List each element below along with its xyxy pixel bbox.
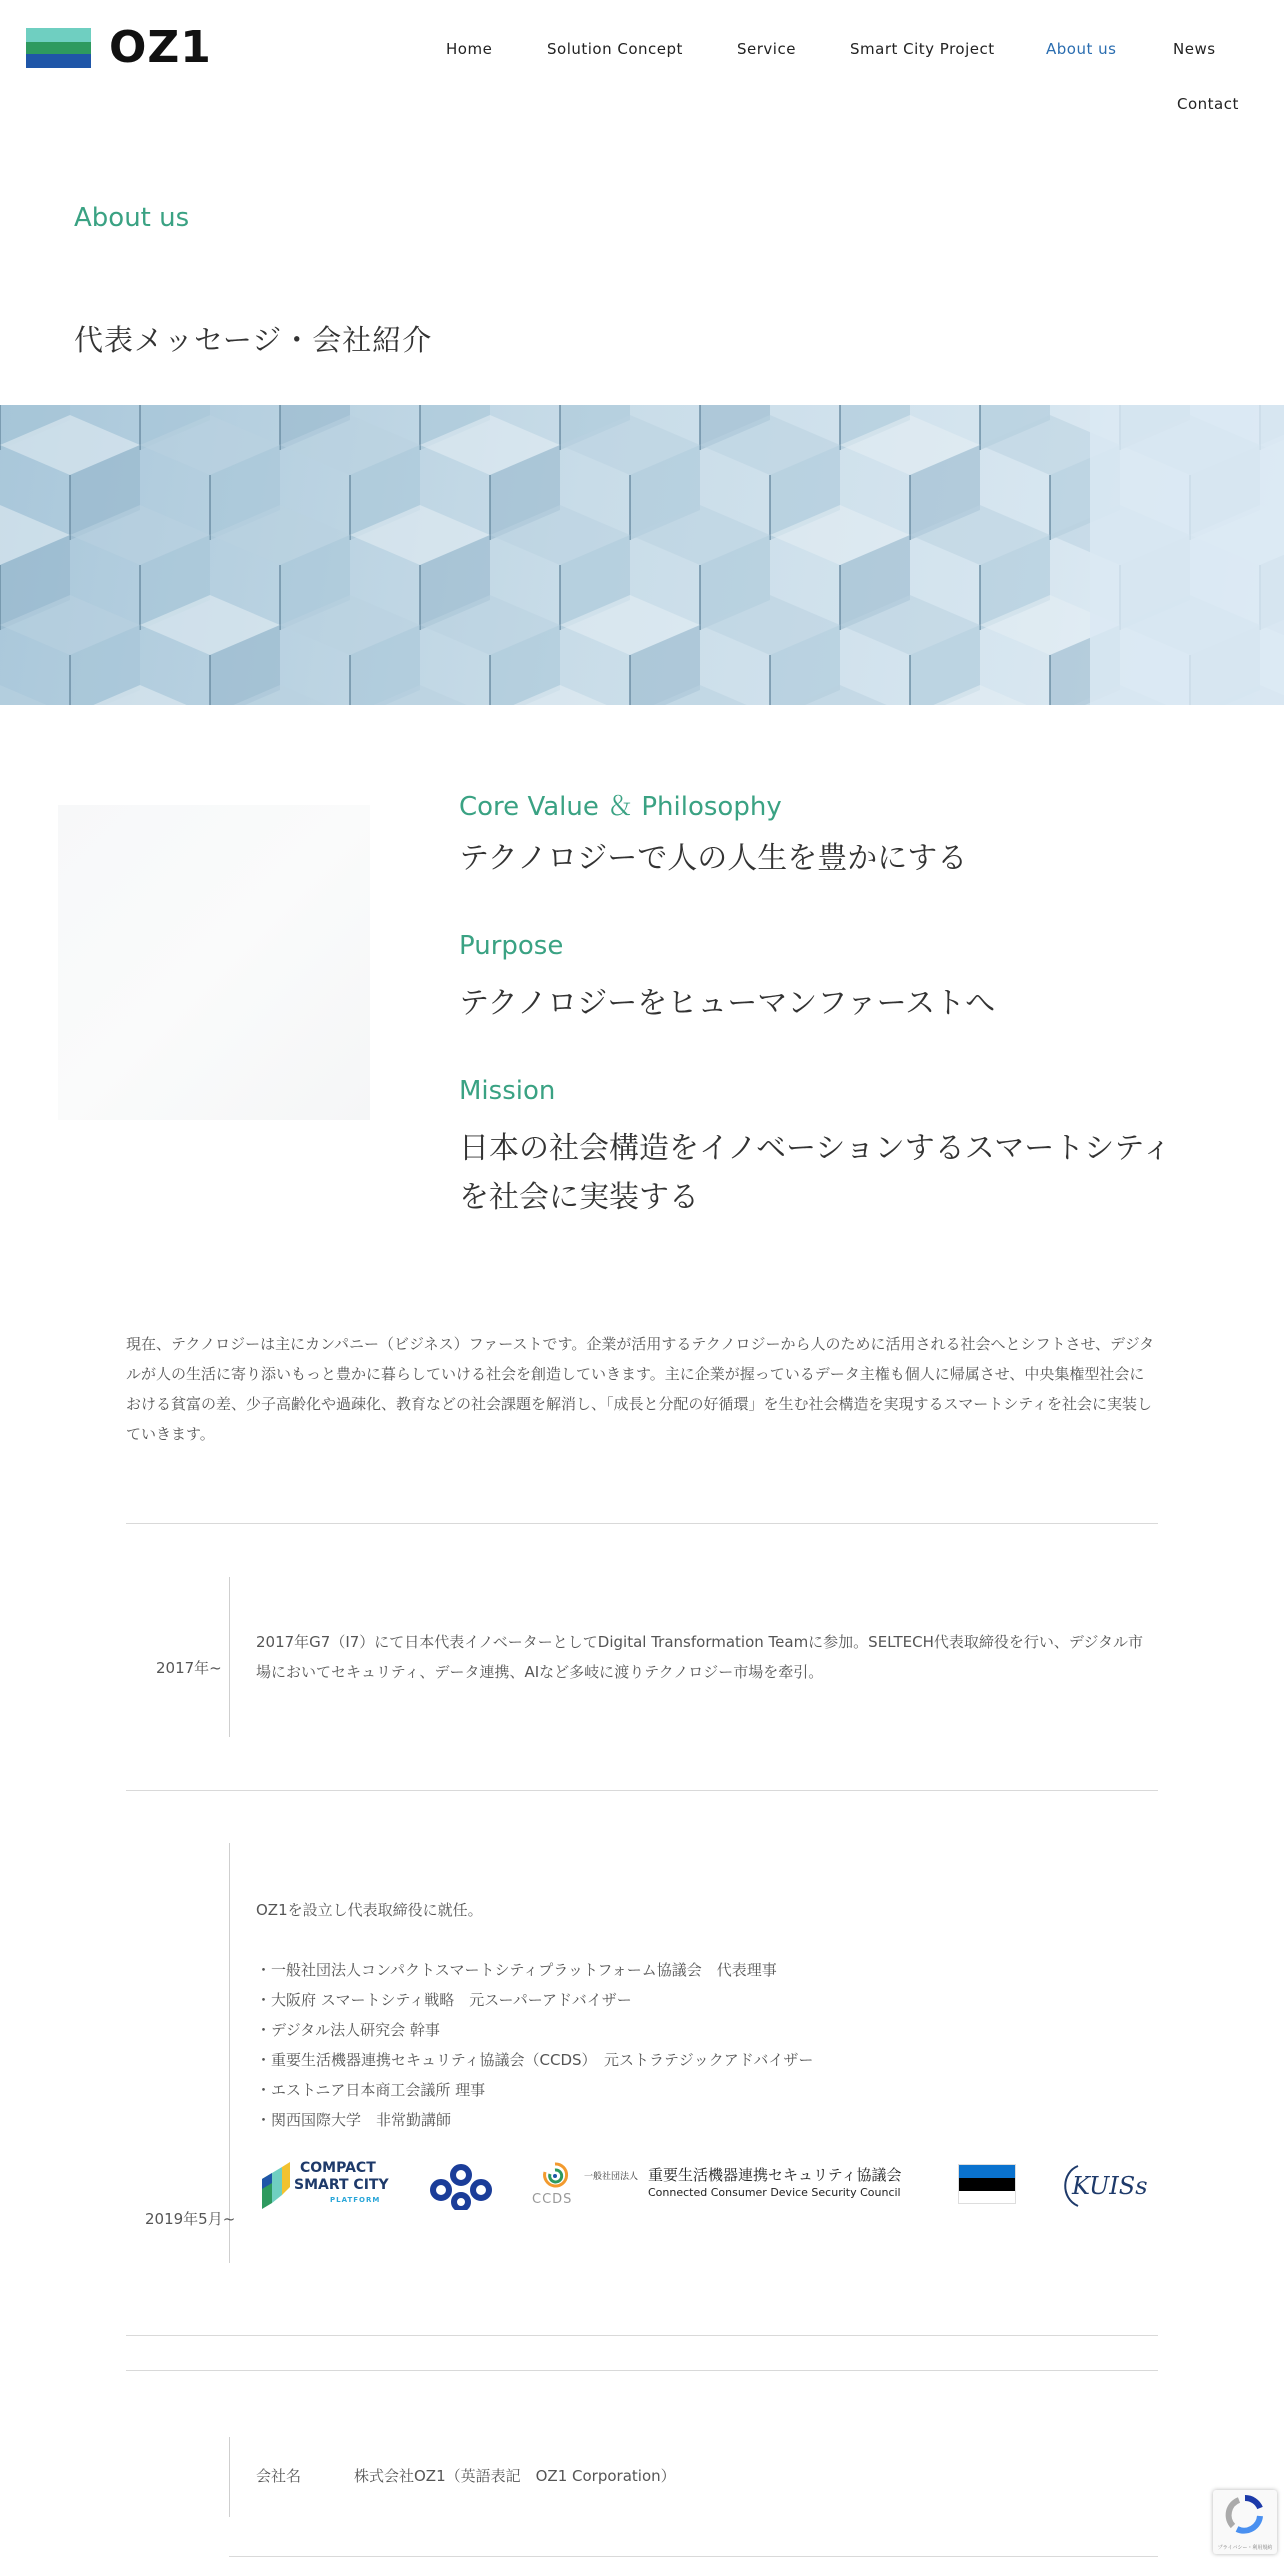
- page-title: About us: [74, 203, 190, 233]
- list-item: ・エストニア日本商工会議所 理事: [256, 2081, 486, 2099]
- divider: [126, 2370, 1158, 2371]
- purpose-label: Purpose: [459, 931, 564, 961]
- cscp-line2: SMART CITY: [294, 2177, 389, 2193]
- ccds-logo: [532, 2160, 922, 2216]
- kuis-logo: [1058, 2158, 1158, 2214]
- ccds-name: 重要生活機器連携セキュリティ協議会: [648, 2166, 902, 2184]
- ccds-mark-text: CCDS: [532, 2192, 573, 2207]
- divider: [229, 2556, 1158, 2557]
- cscp-line1: COMPACT: [300, 2160, 376, 2176]
- nav-contact[interactable]: Contact: [1177, 95, 1239, 113]
- kuis-text: KUISs: [1072, 2172, 1148, 2200]
- recaptcha-icon: [1213, 2490, 1277, 2540]
- core-value-label: Core Value ＆ Philosophy: [459, 792, 782, 822]
- list-item: ・重要生活機器連携セキュリティ協議会（CCDS） 元ストラテジックアドバイザー: [256, 2051, 814, 2069]
- history-year: 2017年~: [156, 1659, 222, 1677]
- nav-about-us[interactable]: About us: [1046, 40, 1117, 58]
- divider: [126, 1790, 1158, 1791]
- history-text: 2017年G7（I7）にて日本代表イノベーターとしてDigital Transformation Teamに参加。SELTECH代表取締役を行い、デジタル市場においてセキュリティ、データ連携、AIなど多岐に渡りテクノロジー市場を牽引。: [256, 1633, 1143, 1681]
- purpose-text: テクノロジーをヒューマンファーストへ: [459, 986, 996, 1021]
- divider: [126, 1523, 1158, 1524]
- recaptcha-badge[interactable]: [1213, 2490, 1277, 2554]
- list-item: ・デジタル法人研究会 幹事: [256, 2021, 440, 2039]
- roles-list: [256, 1955, 1156, 2135]
- history-lead: OZ1を設立し代表取締役に就任。: [256, 1901, 483, 1919]
- page-subtitle: 代表メッセージ・会社紹介: [74, 323, 433, 357]
- nav-solution-concept[interactable]: Solution Concept: [547, 40, 683, 58]
- ccds-swirl-icon: [538, 2160, 572, 2190]
- company-name-label: 会社名: [256, 2467, 302, 2485]
- mission-label: Mission: [459, 1076, 556, 1106]
- table-line: [229, 2437, 230, 2517]
- recaptcha-caption: プライバシー・利用規約: [1217, 2545, 1273, 2551]
- nav-service[interactable]: Service: [737, 40, 796, 58]
- list-item: ・関西国際大学 非常勤講師: [256, 2111, 452, 2129]
- cscp-line3: PLATFORM: [330, 2196, 381, 2204]
- compact-smart-city-logo: [258, 2156, 388, 2214]
- ccds-prefix: 一般社団法人: [584, 2172, 639, 2182]
- company-name-value: 株式会社OZ1（英語表記 OZ1 Corporation）: [354, 2467, 676, 2485]
- partner-logos: [258, 2150, 1158, 2220]
- divider: [126, 2335, 1158, 2336]
- nav-home[interactable]: Home: [446, 40, 493, 58]
- decorative-image: [58, 805, 370, 1120]
- estonia-flag-icon: [958, 2164, 1016, 2204]
- intro-paragraph: 現在、テクノロジーは主にカンパニー（ビジネス）ファーストです。企業が活用するテクノロジーから人のために活用される社会へとシフトさせ、デジタルが人の生活に寄り添いもっと豊かに暮らしていける社会を創造していきます。主に企業が握っているデータ主権も個人に帰属させ、中央集権型社会における貧富の差、少子高齢化や過疎化、教育などの社会課題を解消し、「成長と分配の好循環」を生む社会構造を実現するスマートシティを社会に実装していきます。: [126, 1335, 1155, 1443]
- core-value-text: テクノロジーで人の人生を豊かにする: [459, 841, 968, 876]
- timeline-line: [229, 1843, 230, 2263]
- cscp-mark-icon: [258, 2159, 294, 2211]
- hero-image: [0, 405, 1284, 705]
- nav-news[interactable]: News: [1173, 40, 1216, 58]
- brand-name: OZ1: [109, 22, 212, 73]
- list-item: ・一般社団法人コンパクトスマートシティプラットフォーム協議会 代表理事: [256, 1961, 777, 1979]
- glass-facade-illustration: [0, 405, 1284, 705]
- timeline-line: [229, 1577, 230, 1737]
- list-item: ・大阪府 スマートシティ戦略 元スーパーアドバイザー: [256, 1991, 632, 2009]
- ccds-en: Connected Consumer Device Security Council: [648, 2186, 901, 2199]
- nav-smart-city-project[interactable]: Smart City Project: [850, 40, 995, 58]
- osaka-prefecture-mark-icon: [428, 2164, 494, 2210]
- main-nav: [0, 40, 1284, 120]
- history-year: 2019年5月~: [145, 2210, 236, 2228]
- mission-text: 日本の社会構造をイノベーションするスマートシティを社会に実装する: [459, 1131, 1172, 1215]
